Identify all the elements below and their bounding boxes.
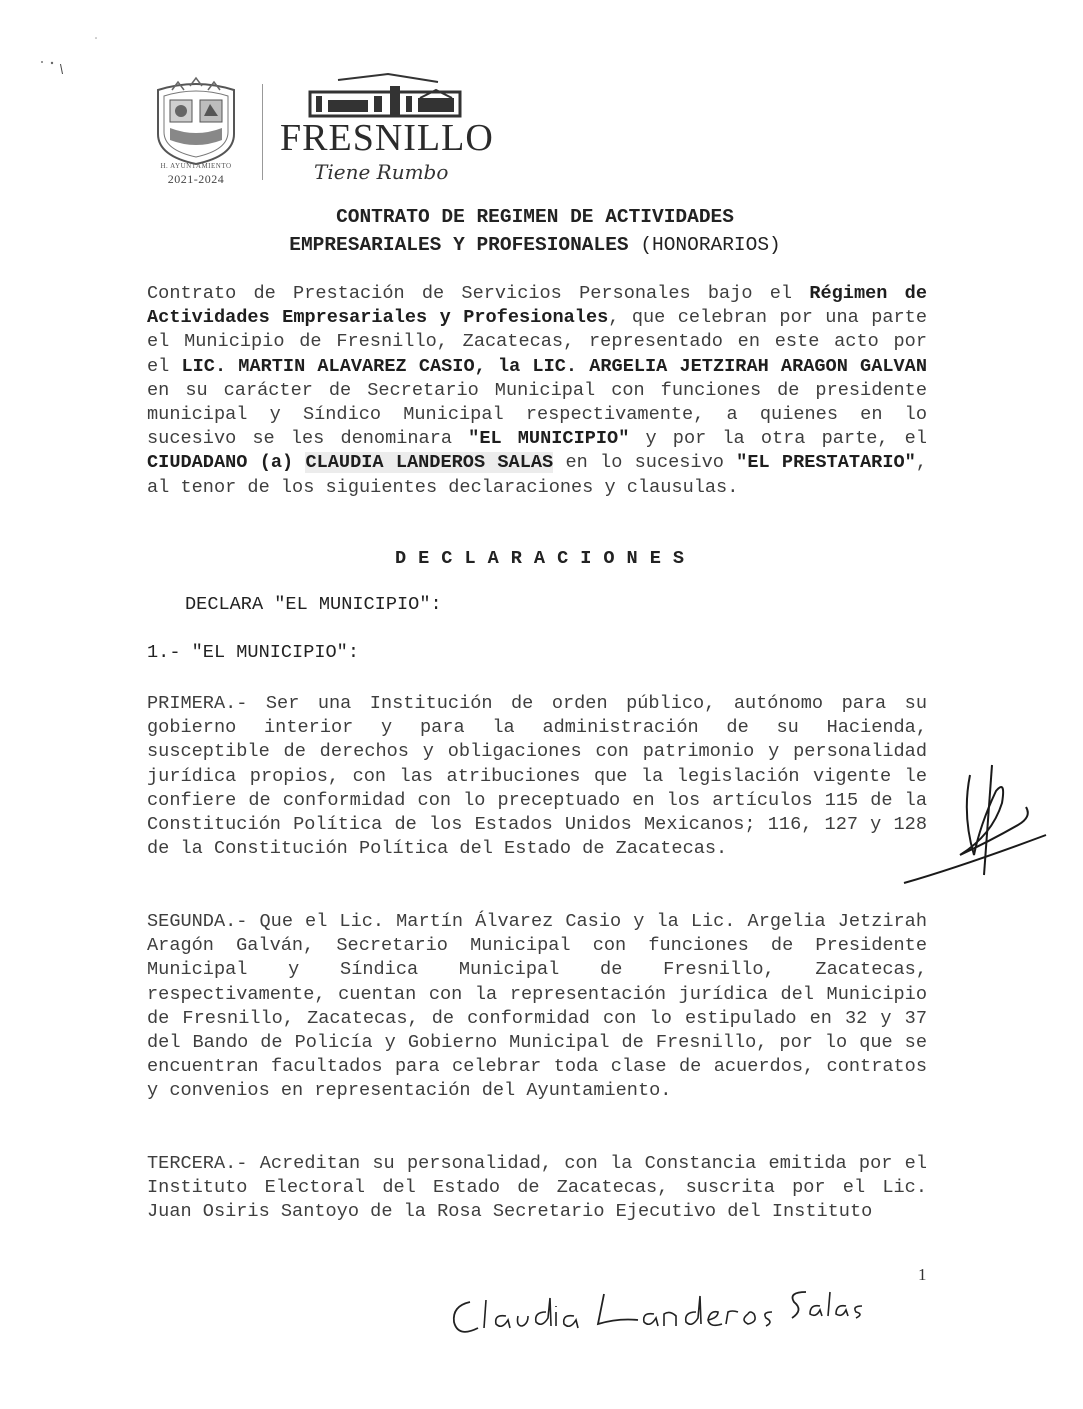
intro-text-7: , al tenor de los siguientes declaraciones y clausulas. <box>147 452 927 498</box>
brand-name: FRESNILLO <box>280 117 494 159</box>
clause-segunda: SEGUNDA.- Que el Lic. Martín Álvarez Casio y la Lic. Argelia Jetzirah Aragón Galván, Secretario Municipal con funciones de Presidente Municipal y Síndica Municipal de Fresnillo, Zacatecas, respectivamente, cuentan con la representación jurídica del Municipio de Fresnillo, Zacatecas, de conformidad con lo estipulado en 32 y 37 del Bando de Policía y Gobierno Municipal de Fresnillo, por lo que se encuentran facultados para celebrar toda clase de acuerdos, contratos y convenios en representación del Ayuntamiento. <box>147 911 927 1102</box>
prestatario-name: CLAUDIA LANDEROS SALAS <box>305 452 554 474</box>
ciudadano-label: CIUDADANO (a) <box>147 452 294 474</box>
clause-primera: PRIMERA.- Ser una Institución de orden público, autónomo para su gobierno interior y para la administración de su Hacienda, susceptible de derechos y obligaciones con patrimonio y personalidad jurídica propios, con las atribuciones que la legislación vigente le confiere de conformidad con lo preceptuado en los artículos 115 de la Constitución Política de los Estados Unidos Mexicanos; 116, 127 y 128 de la Constitución Política del Estado de Zacatecas. <box>147 693 927 860</box>
title-line-2 <box>140 231 930 259</box>
seal-caption: H. AYUNTAMIENTO <box>160 162 232 170</box>
title-line-2-bold: EMPRESARIALES Y PROFESIONALES <box>289 234 629 256</box>
party-prestatario: "EL PRESTATARIO" <box>736 452 916 474</box>
brand-tagline: Tiene Rumbo <box>314 160 449 184</box>
signature-scribble-icon <box>900 755 1050 890</box>
signature-handwriting-icon <box>448 1282 868 1342</box>
municipal-seal <box>148 76 244 188</box>
section-heading-declaraciones: DECLARACIONES <box>394 548 697 569</box>
church-skyline-icon <box>308 72 472 122</box>
intro-text-6: en lo sucesivo <box>553 452 737 474</box>
coat-of-arms-icon <box>148 76 244 166</box>
scan-specks <box>36 30 106 80</box>
title-line-1: CONTRATO DE REGIMEN DE ACTIVIDADES <box>336 206 734 228</box>
intro-paragraph <box>147 282 927 500</box>
seal-years: 2021-2024 <box>167 172 225 186</box>
intro-text-3: en su carácter de Secretario Municipal con funciones de presidente municipal y Síndico Municipal respectivamente, a quienes en lo sucesivo se les denominara <box>147 379 927 450</box>
intro-text-1: Contrato de Prestación de Servicios Personales bajo el <box>147 283 810 304</box>
header-divider <box>262 84 263 180</box>
title-line-2-rest: (HONORARIOS) <box>640 234 781 256</box>
intro-text-5 <box>293 452 305 473</box>
handwritten-signature <box>448 1282 868 1342</box>
item-1-heading: 1.- "EL MUNICIPIO": <box>147 642 360 663</box>
intro-text-2: , que celebran por una parte el Municipio de Fresnillo, Zacatecas, representado en este acto por el <box>147 307 927 377</box>
party-municipio: "EL MUNICIPIO" <box>468 428 630 450</box>
page-number: 1 <box>918 1265 927 1284</box>
fresnillo-logo <box>278 72 508 192</box>
intro-text-4: y por la otra parte, el <box>629 428 927 450</box>
margin-signature <box>900 755 1050 890</box>
clause-tercera: TERCERA.- Acreditan su personalidad, con la Constancia emitida por el Instituto Electoral del Estado de Zacatecas, suscrita por el Lic. Juan Osiris Santoyo de la Rosa Secretario Ejecutivo del Instituto <box>147 1153 927 1223</box>
declara-municipio-heading: DECLARA "EL MUNICIPIO": <box>185 594 442 615</box>
regime-name: Régimen de Actividades Empresariales y Profesionales <box>147 283 927 329</box>
representatives-names: LIC. MARTIN ALAVAREZ CASIO, la LIC. ARGELIA JETZIRAH ARAGON GALVAN <box>181 355 927 377</box>
contract-title <box>140 203 930 259</box>
